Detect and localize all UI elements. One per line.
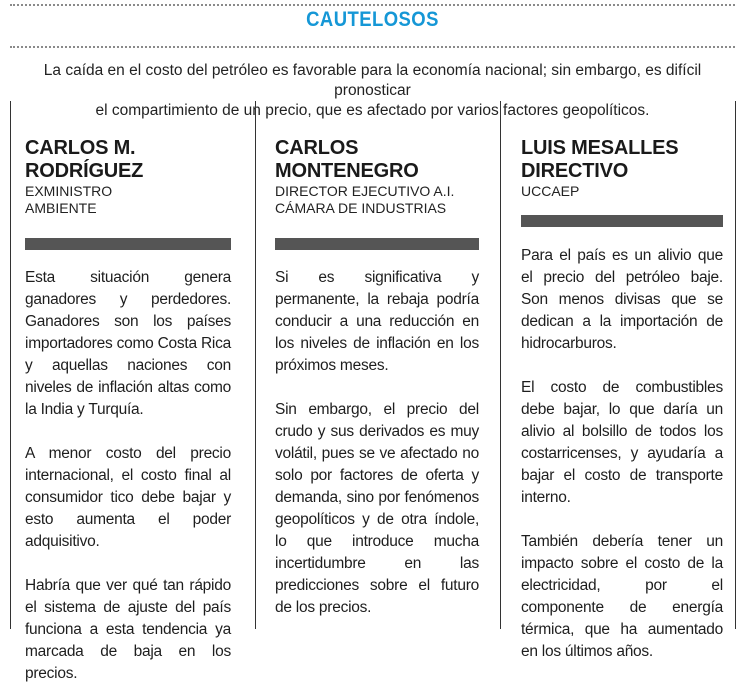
separator-bar: [275, 238, 479, 250]
person-name-line-2: DIRECTIVO: [521, 160, 629, 182]
opinion-column-2: [275, 137, 479, 619]
separator-bar: [521, 215, 723, 227]
person-role: EXMINISTRO: [25, 183, 113, 199]
title-dotted-rule: [10, 46, 735, 48]
quote-paragraph: Esta situación genera ganadores y perdedores. Ganadores son los países importadores como Costa Rica y aquellas naciones con niveles de inflación altas como la India y Turquía.: [25, 269, 231, 418]
quote-paragraph: A menor costo del precio internacional, el costo final al consumidor tico debe bajar y esto aumenta el poder adquisitivo.: [25, 445, 231, 550]
quote-paragraph: También debería tener un impacto sobre el costo de la electricidad, por el componente de energía térmica, que ha aumentado en los últimos años.: [521, 533, 723, 660]
person-affiliation: AMBIENTE: [25, 200, 97, 216]
person-role: DIRECTOR EJECUTIVO A.I.: [275, 183, 455, 199]
person-name: [521, 137, 723, 183]
column-divider-right: [735, 101, 736, 629]
opinion-column-3: [521, 137, 723, 663]
quote-paragraph: Sin embargo, el precio del crudo y sus derivados es muy volátil, pues se ve afectado no solo por factores de oferta y demanda, sino por fenómenos geopolíticos y de otra índole, lo que introduce mucha incertidumbre en las predicciones sobre el futuro de los precios.: [275, 401, 479, 616]
intro-line-2: el compartimiento de un precio, que es afectado por varios factores geopolíticos.: [95, 102, 650, 119]
quote-paragraph: Habría que ver qué tan rápido el sistema de ajuste del país funciona a esta tendencia ya marcada de baja en los precios.: [25, 577, 231, 682]
opinion-column-1: [25, 137, 231, 685]
intro-text: [20, 61, 725, 121]
intro-line-1: La caída en el costo del petróleo es favorable para la economía nacional; sin embargo, es difícil pronosticar: [43, 62, 702, 99]
person-name: CARLOS MONTENEGRO: [275, 137, 419, 182]
top-dotted-rule: [10, 4, 735, 6]
person-affiliation: UCCAEP: [521, 183, 580, 199]
person-name-line-1: LUIS MESALLES: [521, 137, 679, 159]
section-title: CAUTELOSOS: [306, 8, 439, 31]
separator-bar: [25, 238, 231, 250]
column-divider-left: [10, 101, 11, 629]
person-name: CARLOS M. RODRÍGUEZ: [25, 137, 144, 182]
quote-paragraph: Si es significativa y permanente, la rebaja podría conducir a una reducción en los niveles de inflación en los próximos meses.: [275, 269, 479, 374]
column-divider-2: [500, 101, 501, 629]
quote-paragraph: El costo de combustibles debe bajar, lo que daría un alivio al bolsillo de todos los costarricenses, y ayudaría a bajar el costo de transporte interno.: [521, 379, 723, 506]
person-affiliation: CÁMARA DE INDUSTRIAS: [275, 200, 447, 216]
column-divider-1: [255, 101, 256, 629]
quote-paragraph: Para el país es un alivio que el precio del petróleo baje. Son menos divisas que se dedican a la importación de hidrocarburos.: [521, 247, 723, 352]
